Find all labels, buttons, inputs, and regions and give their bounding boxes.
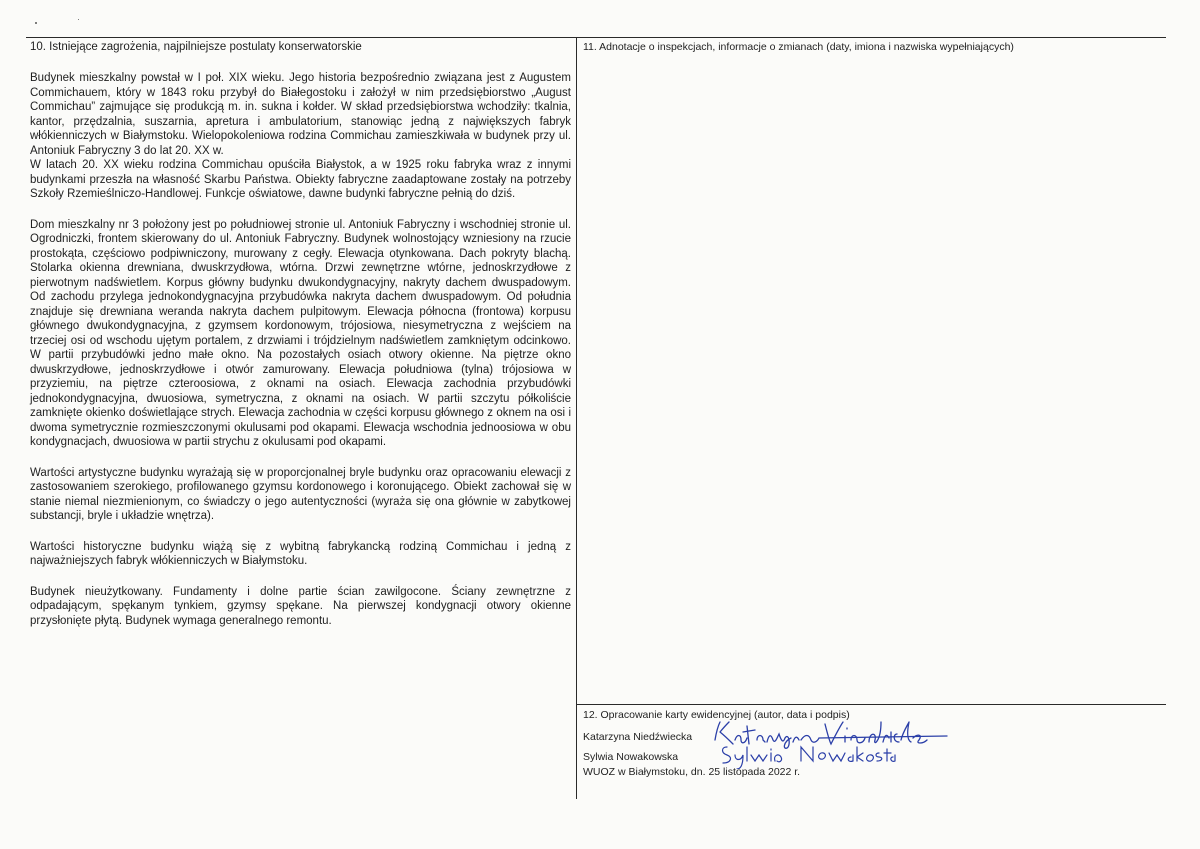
section-12 [583, 705, 1163, 778]
author-name-2: Sylwia Nowakowska [583, 751, 679, 763]
scan-speck [35, 22, 37, 24]
section-10-header: 10. Istniejące zagrożenia, najpilniejsze postulaty konserwatorskie [30, 41, 362, 53]
paragraph-condition: Budynek nieużytkowany. Fundamenty i dolne partie ścian zawilgocone. Ściany zewnętrzne z odpadającym, spękanym tynkiem, gzymsy spękane. Na pierwszej kondygnacji otwory okienne przysłonięte płytą. Budynek wymaga generalnego remontu. [30, 585, 571, 627]
paragraph-history-2: W latach 20. XX wieku rodzina Commichau opuściła Białystok, a w 1925 roku fabryka wraz z innymi budynkami przeszła na własność Skarbu Państwa. Obiekty fabryczne zaadaptowane zostały na potrzeby Szkoły Rzemieślniczo-Handlowej. Funkcje oświatowe, dawne budynki fabryczne pełnią do dziś. [30, 159, 571, 200]
date-place-line: WUOZ w Białymstoku, dn. 25 listopada 2022 r. [583, 766, 801, 778]
paragraph-history-1: Budynek mieszkalny powstał w I poł. XIX wieku. Jego historia bezpośrednio związana jest z Augustem Commichauem, który w 1843 roku przybył do Białegostoku i założył w nim przedsiębiorstwo „August Commichau” zajmujące się produkcją m. in. sukna i kołder. W skład przedsiębiorstwa wchodziły: tkalnia, kantor, przędzalnia, suszarnia, apretura i ambulatorium, stanowiąc jedną z największych fabryk włókienniczych w Białymstoku. Wielopokoleniowa rodzina Commichau zamieszkiwała w budynek przy ul. Antoniuk Fabryczny 3 do lat 20. XX w. [30, 72, 571, 157]
table-top-border [26, 37, 1166, 38]
paragraph-artistic-values: Wartości artystyczne budynku wyrażają się w proporcjonalnej bryle budynku oraz opracowaniu elewacji z zastosowaniem szerokiego, profilowanego gzymsu kordonowego i koronującego. Obiekt zachował się w stanie niemal niezmienionym, co świadczy o jego autentyczności (wyraża się ona głównie w zabytkowej substancji, bryle i układzie wnętrza). [30, 466, 571, 522]
paragraph-history [30, 71, 571, 202]
paragraph-historic-values: Wartości historyczne budynku wiążą się z wybitną fabrykancką rodziną Commichau i jedną z najważniejszych fabryk włókienniczych w Białymstoku. [30, 540, 571, 567]
section-12-header: 12. Opracowanie karty ewidencyjnej (autor, data i podpis) [583, 709, 850, 721]
section-10 [30, 40, 571, 644]
author-name-1: Katarzyna Niedźwiecka [583, 731, 693, 743]
section-11-header: 11. Adnotacje o inspekcjach, informacje o zmianach (daty, imiona i nazwiska wypełniających) [583, 41, 1014, 53]
scan-speck [78, 19, 79, 20]
paragraph-description: Dom mieszkalny nr 3 położony jest po południowej stronie ul. Antoniuk Fabryczny i wschodniej stronie ul. Ogrodniczki, frontem skierowany do ul. Antoniuk Fabryczny. Budynek wolnostojący wzniesiony na rzucie prostokąta, częściowo podpiwniczony, murowany z cegły. Elewacja otynkowana. Dach pokryty blachą. Stolarka okienna drewniana, dwuskrzydłowa, wtórna. Drzwi zewnętrzne wtórne, jednoskrzydłowe z pierwotnym nadświetlem. Korpus główny budynku dwukondygnacyjny, nakryty dachem dwuspadowym. Od zachodu przylega jednokondygnacyjna przybudówka nakryta dachem dwuspadowym. Od południa znajduje się drewniana weranda nakryta dachem pulpitowym. Elewacja północna (frontowa) korpusu głównego dwukondygnacyjna, z gzymsem kordonowym, trójosiowa, niesymetryczna z wejściem na trzeciej osi od wschodu ujętym portalem, z drzwiami i trójdzielnym nadświetlem zamkniętym odcinkowo. W partii przybudówki jedno małe okno. Na pozostałych osiach otwory okienne. Na piętrze okno dwuskrzydłowe, jednoskrzydłowe i otwór zamurowany. Elewacja południowa (tylna) trójosiowa w przyziemiu, na piętrze czteroosiowa, z oknami na osiach. Elewacja zachodnia przybudówki jednokondygnacyjna, dwuosiowa, symetryczna, z oknami na osiach. W partii szczytu półkoliście zamknięte okienko doświetlające strych. Elewacja zachodnia w części korpusu głównego z oknem na osi i dwoma symetrycznie rozmieszczonymi okulusami pod okapami. Elewacja wschodnia jednoosiowa w obu kondygnacjach, dwuosiowa w partii strychu z okulusami pod okapami. [30, 218, 571, 448]
column-divider [576, 37, 577, 799]
author-row-2 [583, 746, 1163, 766]
